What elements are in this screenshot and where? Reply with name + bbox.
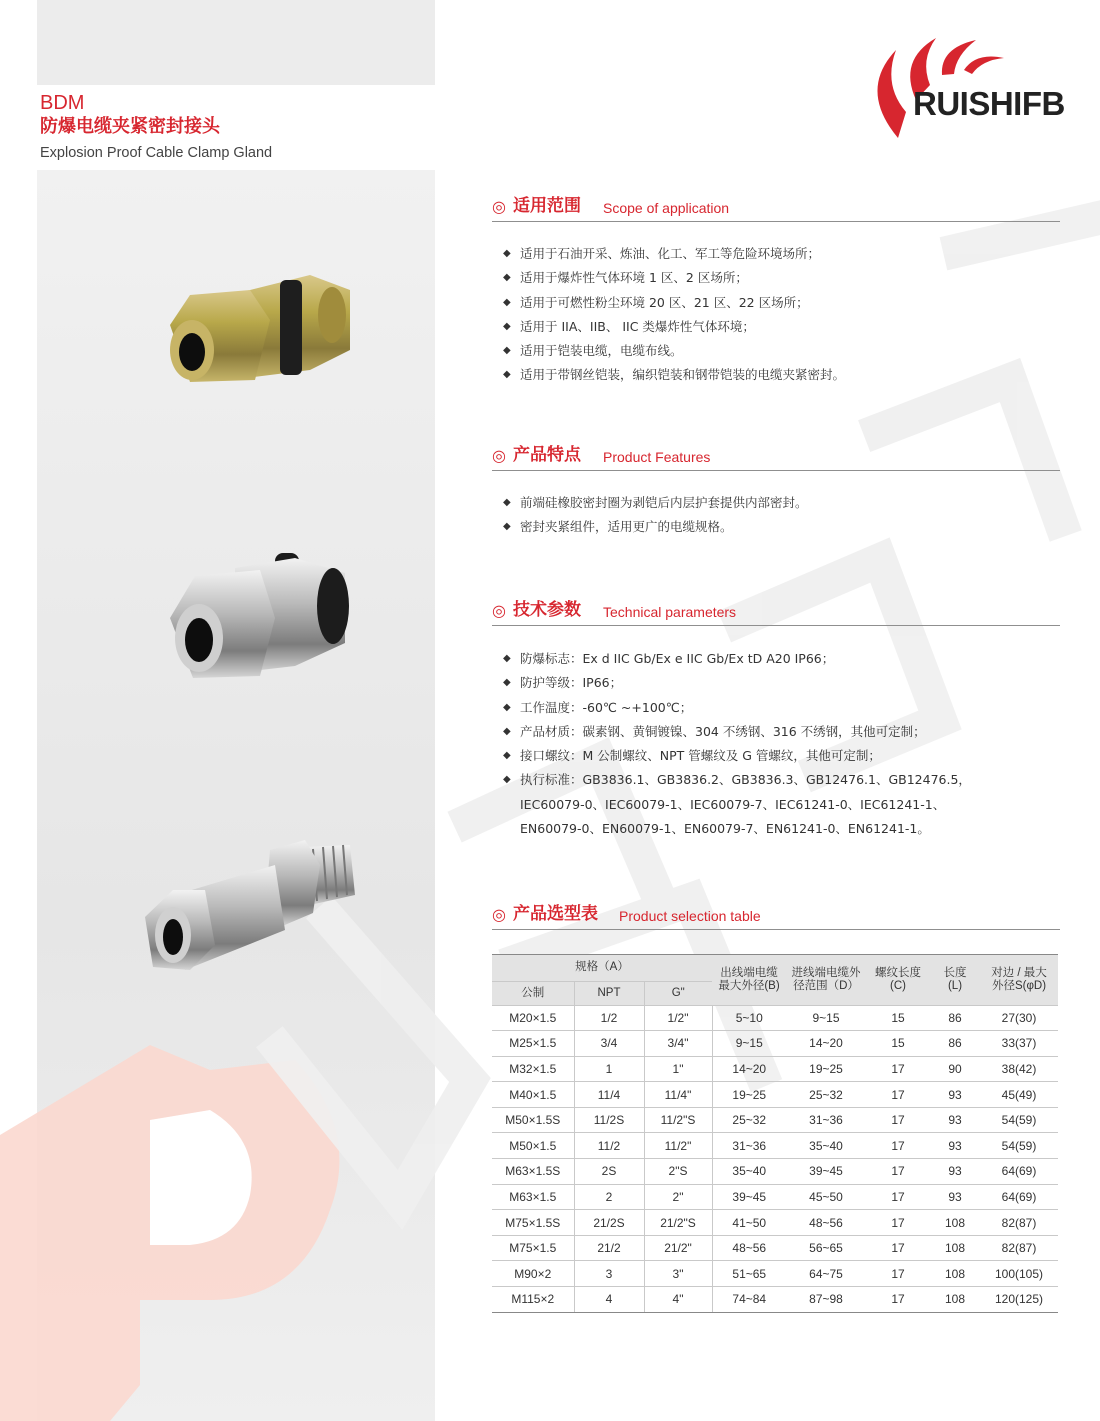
cell-metric: M63×1.5 — [492, 1184, 574, 1210]
cell-b: 39~45 — [712, 1184, 786, 1210]
header-spec: 规格（A） — [492, 955, 712, 981]
cell-d: 87~98 — [786, 1287, 866, 1313]
diamond-bullet-icon: ◆ — [503, 677, 511, 689]
cell-npt: 4 — [574, 1287, 644, 1313]
table-row — [492, 1235, 1058, 1261]
list-item: ◆ 适用于石油开采、炼油、化工、军工等危险环境场所； — [503, 242, 1063, 266]
top-left-panel — [37, 0, 435, 85]
cell-l: 93 — [930, 1107, 980, 1133]
cell-s: 100(105) — [980, 1261, 1058, 1287]
cell-s: 82(87) — [980, 1210, 1058, 1236]
cell-npt: 21/2 — [574, 1235, 644, 1261]
cell-s: 120(125) — [980, 1287, 1058, 1313]
list-item: ◆ 适用于铠装电缆，电缆布线。 — [503, 339, 1063, 363]
table-header-row — [492, 955, 1058, 981]
table-row — [492, 1210, 1058, 1236]
cell-g: 4" — [644, 1287, 712, 1313]
list-item — [503, 768, 1063, 841]
cell-c: 17 — [866, 1235, 930, 1261]
list-item: ◆ 前端硅橡胶密封圈为剥铠后内层护套提供内部密封。 — [503, 491, 1063, 515]
cell-l: 108 — [930, 1287, 980, 1313]
list-item: ◆ 密封夹紧组件，适用更广的电缆规格。 — [503, 515, 1063, 539]
cell-metric: M32×1.5 — [492, 1056, 574, 1082]
cell-g: 21/2" — [644, 1235, 712, 1261]
cell-d: 48~56 — [786, 1210, 866, 1236]
table-row — [492, 1261, 1058, 1287]
selection-table — [492, 955, 1058, 1313]
cell-npt: 1 — [574, 1056, 644, 1082]
cell-b: 19~25 — [712, 1082, 786, 1108]
list-item: ◆ 工作温度：-60℃ ~+100℃； — [503, 696, 1063, 720]
brass-gland-image — [160, 270, 360, 400]
section-title-cn: 产品选型表 — [513, 904, 598, 924]
cell-npt: 11/2 — [574, 1133, 644, 1159]
section-title-cn: 产品特点 — [513, 445, 581, 465]
cell-c: 15 — [866, 1031, 930, 1057]
table-row — [492, 1031, 1058, 1057]
cell-s: 82(87) — [980, 1235, 1058, 1261]
cell-s: 64(69) — [980, 1184, 1058, 1210]
section-title-en: Technical parameters — [603, 604, 737, 620]
cell-s: 33(37) — [980, 1031, 1058, 1057]
scope-list — [503, 242, 1063, 388]
cell-l: 108 — [930, 1261, 980, 1287]
header-s: 对边 / 最大 外径S(φD) — [980, 955, 1058, 1005]
standards-line: IEC60079-0、IEC60079-1、IEC60079-7、IEC61241-0、IEC61241-1、 — [520, 796, 946, 812]
cell-d: 19~25 — [786, 1056, 866, 1082]
table-row — [492, 1287, 1058, 1313]
product-title-en: Explosion Proof Cable Clamp Gland — [40, 145, 273, 161]
header-c: 螺纹长度 (C) — [866, 955, 930, 1005]
cell-s: 38(42) — [980, 1056, 1058, 1082]
list-item: ◆ 适用于带钢丝铠装，编织铠装和钢带铠装的电缆夹紧密封。 — [503, 363, 1063, 387]
cell-g: 3/4" — [644, 1031, 712, 1057]
cell-l: 93 — [930, 1159, 980, 1185]
cell-c: 17 — [866, 1082, 930, 1108]
table-row — [492, 1184, 1058, 1210]
cell-g: 21/2"S — [644, 1210, 712, 1236]
cell-c: 17 — [866, 1133, 930, 1159]
nickel-gland-image — [165, 548, 355, 693]
table-row — [492, 1159, 1058, 1185]
cell-g: 3" — [644, 1261, 712, 1287]
section-title-en: Scope of application — [603, 200, 730, 216]
cell-c: 17 — [866, 1287, 930, 1313]
table-row — [492, 1005, 1058, 1031]
cell-c: 17 — [866, 1261, 930, 1287]
cell-d: 64~75 — [786, 1261, 866, 1287]
diamond-bullet-icon: ◆ — [503, 750, 511, 762]
section-mark-icon: ◎ — [492, 905, 506, 924]
diamond-bullet-icon: ◆ — [503, 345, 511, 357]
cell-g: 2"S — [644, 1159, 712, 1185]
list-item: ◆ 防爆标志：Ex d IIC Gb/Ex e IIC Gb/Ex tD A20 IP66； — [503, 647, 1063, 671]
cell-metric: M75×1.5 — [492, 1235, 574, 1261]
section-title-cn: 技术参数 — [513, 600, 581, 620]
header-b: 出线端电缆 最大外径(B) — [712, 955, 786, 1005]
section-mark-icon: ◎ — [492, 601, 506, 620]
cell-metric: M25×1.5 — [492, 1031, 574, 1057]
cell-s: 54(59) — [980, 1133, 1058, 1159]
diamond-bullet-icon: ◆ — [503, 774, 511, 786]
cell-npt: 11/2S — [574, 1107, 644, 1133]
cell-b: 25~32 — [712, 1107, 786, 1133]
cell-d: 14~20 — [786, 1031, 866, 1057]
cell-metric: M75×1.5S — [492, 1210, 574, 1236]
cell-d: 35~40 — [786, 1133, 866, 1159]
diamond-bullet-icon: ◆ — [503, 497, 511, 508]
logo-wordmark: RUISHIFB — [913, 85, 1065, 122]
cell-c: 17 — [866, 1210, 930, 1236]
section-scope-header — [492, 196, 1060, 222]
cell-npt: 2S — [574, 1159, 644, 1185]
diamond-bullet-icon: ◆ — [503, 296, 511, 308]
cell-b: 48~56 — [712, 1235, 786, 1261]
cell-npt: 3/4 — [574, 1031, 644, 1057]
cell-l: 86 — [930, 1005, 980, 1031]
cell-l: 108 — [930, 1235, 980, 1261]
cell-npt: 3 — [574, 1261, 644, 1287]
cell-b: 35~40 — [712, 1159, 786, 1185]
diamond-bullet-icon: ◆ — [503, 320, 511, 332]
cell-b: 14~20 — [712, 1056, 786, 1082]
cell-l: 93 — [930, 1082, 980, 1108]
header-l: 长度 (L) — [930, 955, 980, 1005]
cell-l: 86 — [930, 1031, 980, 1057]
technical-list — [503, 647, 1063, 841]
cell-b: 51~65 — [712, 1261, 786, 1287]
header-npt: NPT — [574, 981, 644, 1005]
model-code: BDM — [40, 92, 85, 114]
cell-d: 25~32 — [786, 1082, 866, 1108]
header-g: G" — [644, 981, 712, 1005]
section-mark-icon: ◎ — [492, 446, 506, 465]
cell-s: 45(49) — [980, 1082, 1058, 1108]
cell-metric: M90×2 — [492, 1261, 574, 1287]
cell-g: 11/2" — [644, 1133, 712, 1159]
cell-c: 15 — [866, 1005, 930, 1031]
title-block — [40, 92, 272, 164]
cell-g: 1/2" — [644, 1005, 712, 1031]
cell-npt: 11/4 — [574, 1082, 644, 1108]
standards-line: 执行标准：GB3836.1、GB3836.2、GB3836.3、GB12476.1、GB12476.5， — [520, 772, 971, 788]
section-selection-header — [492, 904, 1060, 930]
cell-l: 93 — [930, 1184, 980, 1210]
brand-logo — [858, 30, 1068, 145]
cell-s: 54(59) — [980, 1107, 1058, 1133]
list-item: ◆ 防护等级：IP66； — [503, 671, 1063, 695]
cell-npt: 21/2S — [574, 1210, 644, 1236]
section-title-en: Product Features — [603, 449, 711, 465]
list-item: ◆ 适用于爆炸性气体环境 1 区、2 区场所； — [503, 266, 1063, 290]
section-title-en: Product selection table — [619, 908, 761, 924]
table-row — [492, 1133, 1058, 1159]
header-metric: 公制 — [492, 981, 574, 1005]
cell-d: 9~15 — [786, 1005, 866, 1031]
cell-metric: M115×2 — [492, 1287, 574, 1313]
table-row — [492, 1056, 1058, 1082]
diamond-bullet-icon: ◆ — [503, 272, 511, 284]
cell-s: 27(30) — [980, 1005, 1058, 1031]
standards-line: EN60079-0、EN60079-1、EN60079-7、EN61241-0、EN61241-1。 — [520, 821, 930, 837]
diamond-bullet-icon: ◆ — [503, 653, 511, 664]
cell-b: 9~15 — [712, 1031, 786, 1057]
section-technical-header — [492, 600, 1060, 626]
cell-b: 41~50 — [712, 1210, 786, 1236]
header-d: 进线端电缆外 径范围（D） — [786, 955, 866, 1005]
list-item: ◆ 适用于 IIA、IIB、 IIC 类爆炸性气体环境； — [503, 315, 1063, 339]
cell-d: 56~65 — [786, 1235, 866, 1261]
cell-c: 17 — [866, 1056, 930, 1082]
diamond-bullet-icon: ◆ — [503, 701, 511, 713]
cell-npt: 2 — [574, 1184, 644, 1210]
cell-d: 31~36 — [786, 1107, 866, 1133]
table-row — [492, 1107, 1058, 1133]
table-body — [492, 1005, 1058, 1312]
table-row — [492, 1082, 1058, 1108]
cell-b: 5~10 — [712, 1005, 786, 1031]
cell-d: 45~50 — [786, 1184, 866, 1210]
cell-c: 17 — [866, 1159, 930, 1185]
diamond-bullet-icon: ◆ — [503, 725, 511, 737]
product-title-cn: 防爆电缆夹紧密封接头 — [40, 116, 220, 137]
long-gland-image — [145, 835, 365, 980]
cell-g: 2" — [644, 1184, 712, 1210]
diamond-bullet-icon: ◆ — [503, 369, 511, 381]
section-title-cn: 适用范围 — [513, 196, 581, 216]
cell-d: 39~45 — [786, 1159, 866, 1185]
cell-metric: M50×1.5S — [492, 1107, 574, 1133]
diamond-bullet-icon: ◆ — [503, 248, 511, 259]
cell-l: 108 — [930, 1210, 980, 1236]
cell-l: 90 — [930, 1056, 980, 1082]
cell-g: 1" — [644, 1056, 712, 1082]
cell-metric: M50×1.5 — [492, 1133, 574, 1159]
section-features-header — [492, 445, 1060, 471]
cell-c: 17 — [866, 1184, 930, 1210]
cell-b: 31~36 — [712, 1133, 786, 1159]
cell-metric: M40×1.5 — [492, 1082, 574, 1108]
features-list — [503, 491, 1063, 540]
cell-metric: M63×1.5S — [492, 1159, 574, 1185]
section-mark-icon: ◎ — [492, 197, 506, 216]
list-item: ◆ 适用于可燃性粉尘环境 20 区、21 区、22 区场所； — [503, 291, 1063, 315]
list-item: ◆ 产品材质：碳素钢、黄铜镀镍、304 不绣钢、316 不绣钢，其他可定制； — [503, 720, 1063, 744]
diamond-bullet-icon: ◆ — [503, 521, 511, 533]
cell-l: 93 — [930, 1133, 980, 1159]
list-item: ◆ 接口螺纹：M 公制螺纹、NPT 管螺纹及 G 管螺纹，其他可定制； — [503, 744, 1063, 768]
cell-metric: M20×1.5 — [492, 1005, 574, 1031]
cell-npt: 1/2 — [574, 1005, 644, 1031]
cell-s: 64(69) — [980, 1159, 1058, 1185]
cell-g: 11/4" — [644, 1082, 712, 1108]
cell-c: 17 — [866, 1107, 930, 1133]
cell-b: 74~84 — [712, 1287, 786, 1313]
cell-g: 11/2"S — [644, 1107, 712, 1133]
